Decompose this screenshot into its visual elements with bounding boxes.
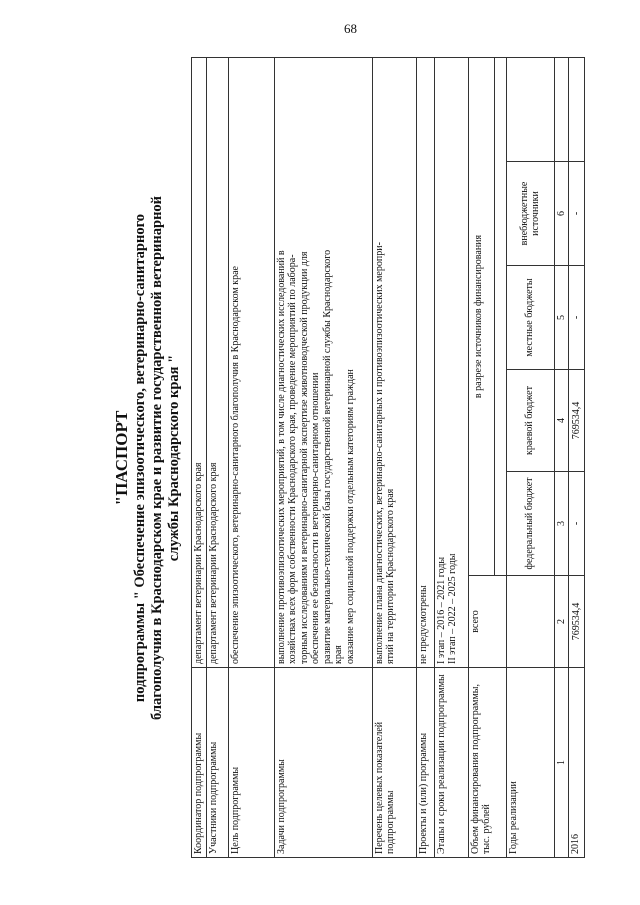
col-regional-header: краевой бюджет (506, 370, 554, 472)
document-title (112, 58, 183, 858)
row-targets (372, 57, 416, 857)
financing-sources-header: в разрезе источников финансирования (469, 58, 496, 575)
row-col-numbers (554, 57, 569, 857)
targets-label-line: подпрограммы (385, 790, 396, 854)
title-line-2: подпрограммы " Обеспечение эпизоотического, ветеринарно-санитарного (132, 213, 148, 703)
col-number: 1 (554, 668, 569, 858)
row-participants (206, 57, 228, 857)
tasks-line: края (333, 645, 344, 664)
row-financing (468, 57, 506, 857)
targets-line: выполнение плана диагностических, ветеринарно-санитарных и противоэпизоотических меропри- (373, 242, 385, 664)
col-local-header: местные бюджеты (506, 266, 554, 370)
local-cell: - (569, 266, 585, 370)
financing-sources (468, 57, 506, 575)
title-line-1: "ПАСПОРТ (112, 410, 131, 506)
rotated-page (20, 58, 640, 858)
row-blank-end (569, 57, 585, 161)
page-number: 68 (344, 21, 357, 36)
table-row (569, 57, 585, 857)
goal-value: обеспечение эпизоотического, ветеринарно-санитарного благополучия в Краснодарском крае (228, 57, 274, 667)
years-header-blank (506, 576, 554, 668)
row-years-header (506, 57, 554, 857)
row-goal (228, 57, 274, 857)
stages-line: I этап – 2016 – 2021 годы (435, 556, 447, 664)
targets-line: ятий на территории Краснодарского края (385, 488, 396, 664)
regional-cell: 769534,4 (569, 370, 585, 472)
tasks-label: Задачи подпрограммы (274, 668, 372, 858)
targets-value (372, 57, 416, 667)
targets-label (372, 668, 416, 858)
goal-label: Цель подпрограммы (228, 668, 274, 858)
years-header-blank-end (506, 57, 554, 161)
row-tasks (274, 57, 372, 857)
financing-label (468, 668, 506, 858)
tasks-value (274, 57, 372, 667)
tasks-line: торным исследованиям и ветеринарно-санитарной экспертизе животноводческой продукции для (298, 251, 310, 664)
col-number: 2 (554, 576, 569, 668)
col-number: 6 (554, 162, 569, 266)
projects-value: не предусмотрены (416, 57, 434, 667)
title-line-4: службы Краснодарского края " (166, 354, 182, 562)
col-number: 4 (554, 370, 569, 472)
stages-value (434, 57, 468, 667)
row-projects (416, 57, 434, 857)
passport-table (191, 57, 585, 858)
coordinator-value: департамент ветеринарии Краснодарского края (192, 57, 207, 667)
tasks-line: оказание мер социальной поддержки отдельным категориям граждан (344, 369, 356, 664)
extra-cell: - (569, 162, 585, 266)
federal-cell: - (569, 472, 585, 576)
row-coordinator (192, 57, 207, 857)
col-extra-header: внебюджетные источники (506, 162, 554, 266)
stages-label: Этапы и сроки реализации подпрограммы (434, 668, 468, 858)
total-cell: 769534,4 (569, 576, 585, 668)
col-number-blank (554, 57, 569, 161)
targets-label-line: Перечень целевых показателей (373, 721, 385, 854)
participants-label: Участники подпрограммы (206, 668, 228, 858)
year-cell: 2016 (569, 668, 585, 858)
financing-total-header: всего (468, 576, 506, 668)
financing-label-line: тыс. рублей (481, 804, 492, 854)
title-line-3: благополучия в Краснодарском крае и развитие государственной ветеринарной (149, 195, 165, 721)
row-stages (434, 57, 468, 857)
tasks-line: хозяйствах всех форм собственности Краснодарского края, проведение мероприятий по лабора- (287, 254, 298, 664)
years-label: Годы реализации (506, 668, 554, 858)
stages-line: II этап – 2022 – 2025 годы (447, 553, 458, 664)
tasks-line: развитие материально-технической базы государственной ветеринарной службы Краснодарского (321, 249, 333, 664)
col-number: 3 (554, 472, 569, 576)
col-number: 5 (554, 266, 569, 370)
financing-label-line: Объем финансирования подпрограммы, (469, 683, 481, 854)
tasks-line: выполнение противоэпизоотических мероприятий, в том числе диагностических исследований в (275, 250, 287, 664)
tasks-line: обеспечения ее безопасности в ветеринарно-санитарном отношении (310, 372, 321, 664)
col-federal-header: федеральный бюджет (506, 472, 554, 576)
projects-label: Проекты и (или) программы (416, 668, 434, 858)
participants-value: департамент ветеринарии Краснодарского края (206, 57, 228, 667)
coordinator-label: Координатор подпрограммы (192, 668, 207, 858)
